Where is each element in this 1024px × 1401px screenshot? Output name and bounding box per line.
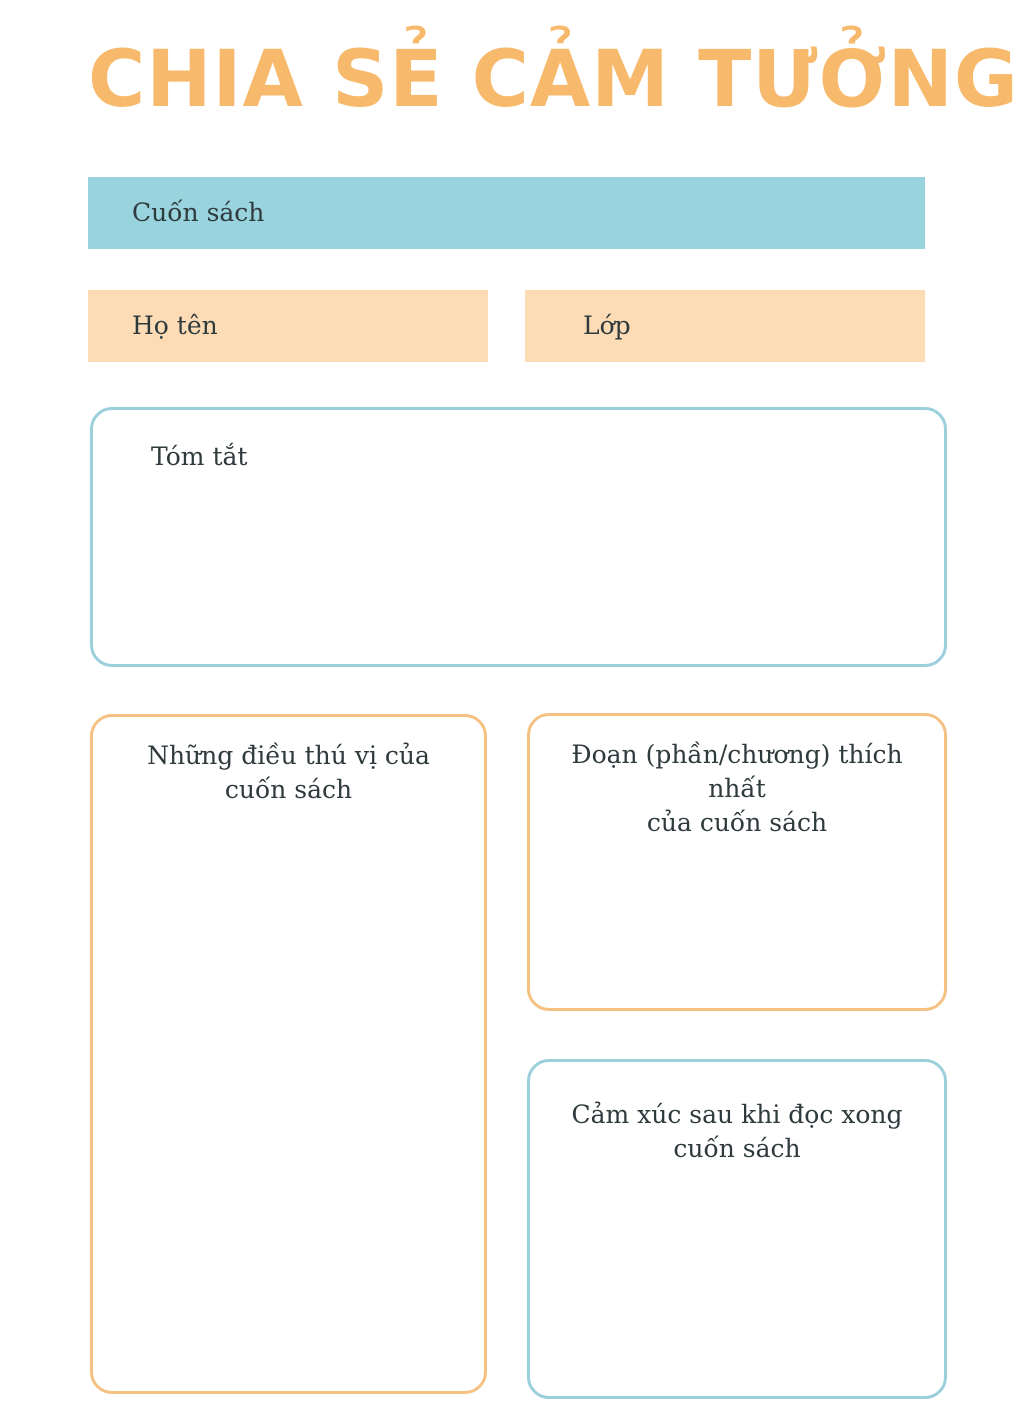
feelings-label-line2: cuốn sách	[673, 1134, 801, 1163]
interesting-things-label	[103, 739, 474, 807]
summary-label: Tóm tắt	[151, 442, 248, 471]
favorite-part-label-line2: của cuốn sách	[646, 808, 828, 837]
class-field-label: Lớp	[583, 311, 631, 340]
class-field[interactable]	[525, 290, 925, 362]
interesting-things-label-line1: Những điều thú vị của	[147, 741, 430, 770]
summary-box[interactable]	[90, 407, 947, 667]
book-field-label: Cuốn sách	[132, 198, 265, 227]
feelings-box[interactable]	[527, 1059, 947, 1399]
page-title: CHIA SẺ CẢM TƯỞNG	[88, 35, 1019, 125]
favorite-part-label-line1: Đoạn (phần/chương) thích nhất	[571, 740, 903, 803]
name-field-label: Họ tên	[132, 311, 218, 340]
feelings-label	[540, 1098, 934, 1166]
favorite-part-label	[540, 738, 934, 840]
book-field[interactable]	[88, 177, 925, 249]
feelings-label-line1: Cảm xúc sau khi đọc xong	[571, 1100, 903, 1129]
interesting-things-box[interactable]	[90, 714, 487, 1394]
favorite-part-box[interactable]	[527, 713, 947, 1011]
interesting-things-label-line2: cuốn sách	[224, 775, 353, 804]
name-field[interactable]	[88, 290, 488, 362]
